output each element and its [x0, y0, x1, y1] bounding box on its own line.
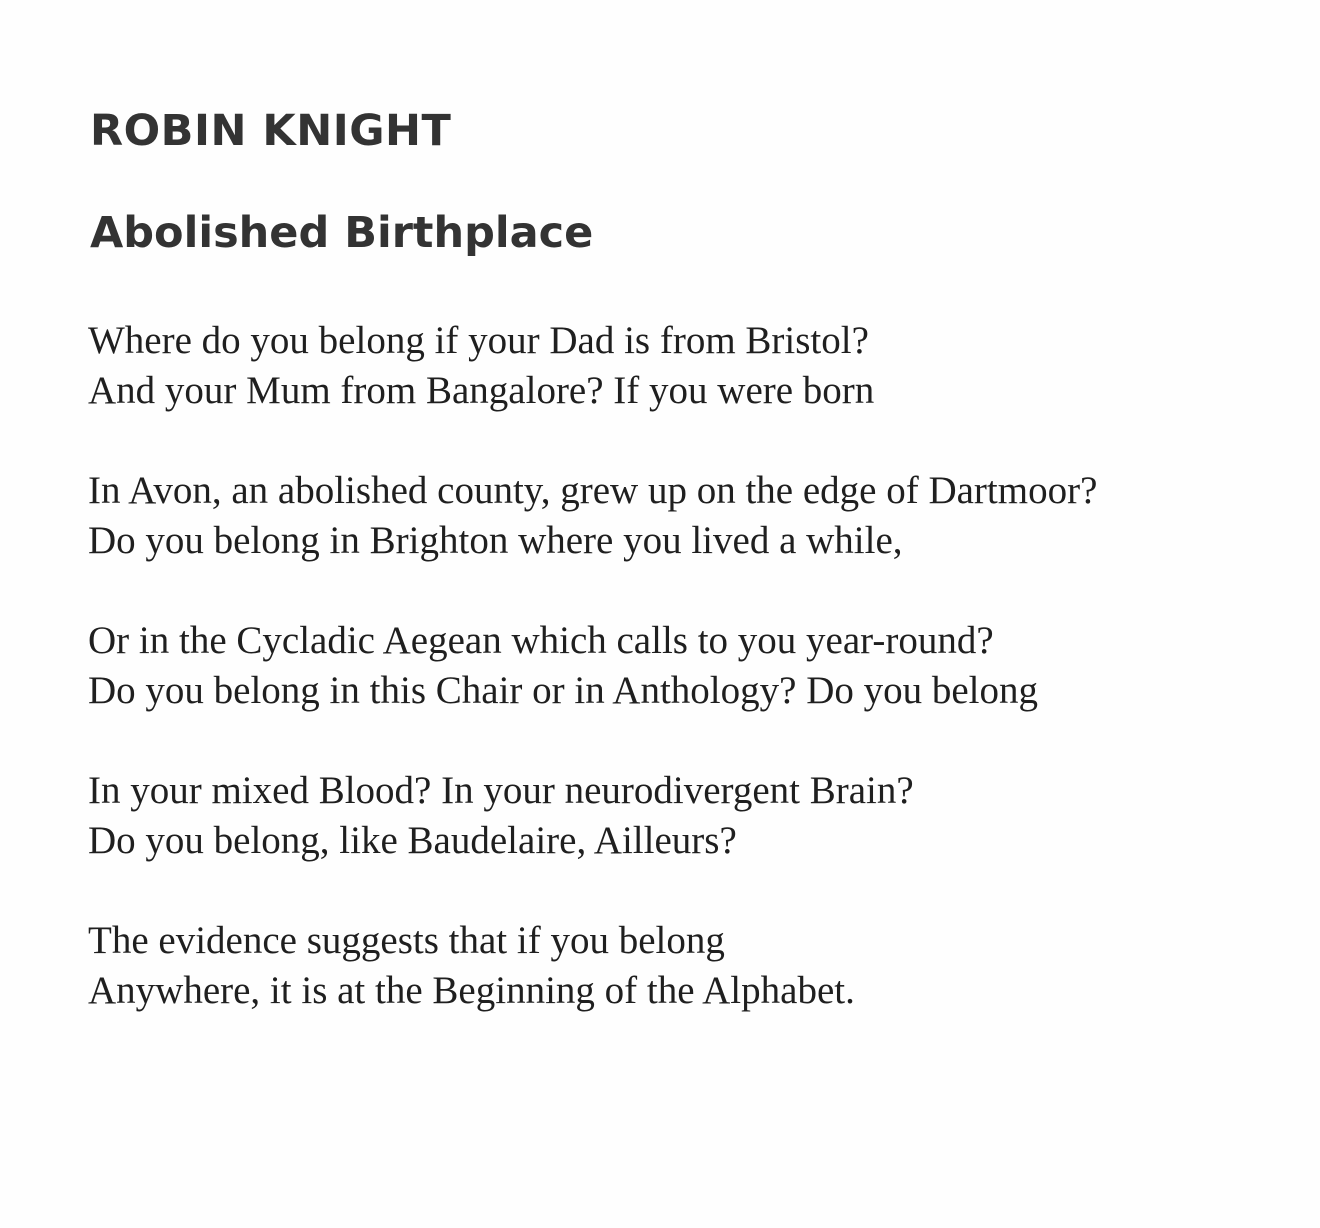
stanza: [88, 916, 1288, 1016]
poem-line: Do you belong in this Chair or in Anthology? Do you belong: [88, 669, 1039, 712]
poem-line: Or in the Cycladic Aegean which calls to you year-round?: [88, 619, 994, 662]
poem-title: Abolished Birthplace: [90, 208, 594, 258]
poem-line: Anywhere, it is at the Beginning of the Alphabet.: [88, 969, 855, 1012]
poem-line: Do you belong in Brighton where you lived a while,: [88, 519, 903, 562]
poem-line: Where do you belong if your Dad is from Bristol?: [88, 319, 869, 362]
poem-line: In your mixed Blood? In your neurodivergent Brain?: [88, 769, 914, 812]
poem-line: The evidence suggests that if you belong: [88, 919, 725, 962]
stanza: [88, 616, 1288, 716]
poem-line: In Avon, an abolished county, grew up on the edge of Dartmoor?: [88, 469, 1098, 512]
stanza: [88, 316, 1288, 416]
author-name: ROBIN KNIGHT: [90, 106, 452, 156]
poem-body: [88, 316, 1288, 1066]
stanza: [88, 466, 1288, 566]
poem-line: Do you belong, like Baudelaire, Ailleurs?: [88, 819, 737, 862]
poem-line: And your Mum from Bangalore? If you were born: [88, 369, 875, 412]
stanza: [88, 766, 1288, 866]
